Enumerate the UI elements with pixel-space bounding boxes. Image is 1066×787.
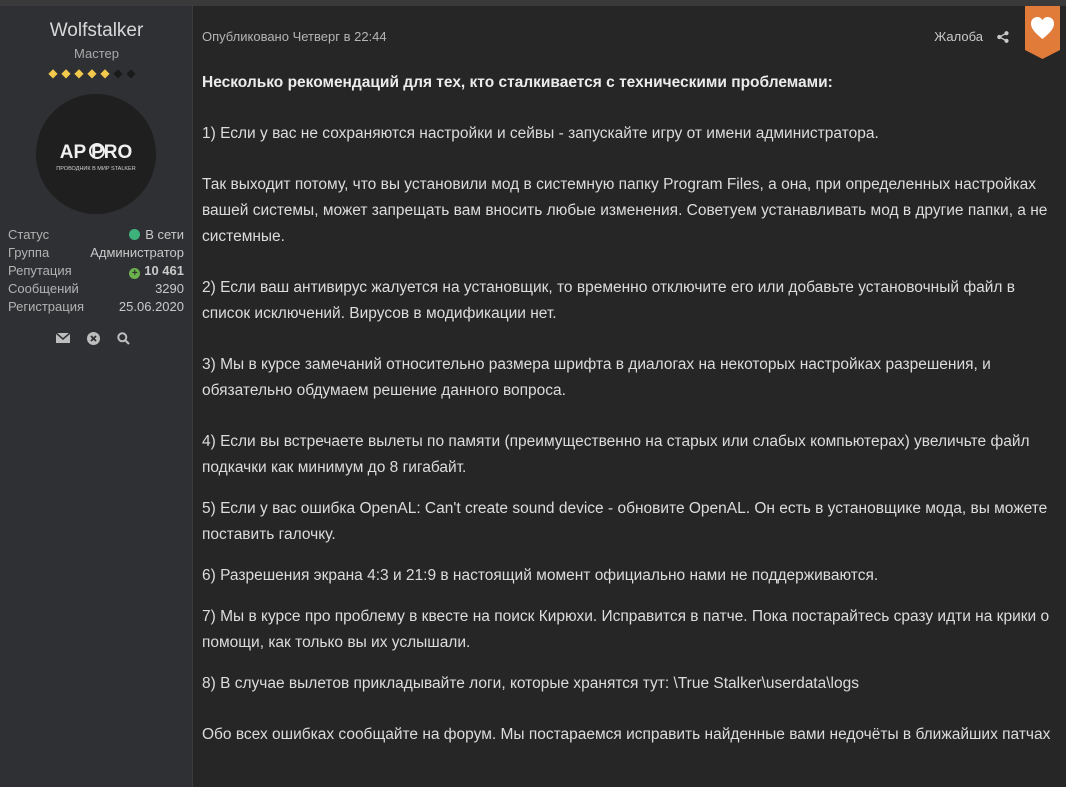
- group-label: Группа: [8, 245, 50, 260]
- post-content: [202, 70, 1057, 748]
- author-name[interactable]: Wolfstalker: [49, 20, 144, 41]
- reputation-value: 10 461: [144, 263, 184, 278]
- group-row: [8, 244, 184, 262]
- rank-pip-icon: ◆: [61, 66, 71, 80]
- rank-pip-icon: ◆: [100, 66, 110, 80]
- paragraph: 1) Если у вас не сохраняются настройки и сейвы - запускайте игру от имени администратора.: [202, 125, 879, 142]
- paragraph: 7) Мы в курсе про проблему в квесте на поиск Кирюхи. Исправится в патче. Пока постарайтесь сразу идти на крики о помощи, как только вы их услышали.: [202, 608, 1050, 651]
- ignore-icon[interactable]: [86, 331, 100, 345]
- rank-pips: [48, 66, 136, 80]
- share-icon[interactable]: [996, 30, 1010, 44]
- paragraph: Так выходит потому, что вы установили мод в системную папку Program Files, а она, при определенных настройках вашей системы, может запрещать вам вносить любые изменения. Советуем устанавливать мод в другие папки, а не системные.: [202, 176, 1048, 245]
- posts-value: 3290: [155, 281, 184, 296]
- rank-pip-icon: ◆: [87, 66, 97, 80]
- posts-row: [8, 280, 184, 298]
- avatar[interactable]: [36, 94, 156, 214]
- posts-label: Сообщений: [8, 281, 79, 296]
- paragraph: 4) Если вы встречаете вылеты по памяти (преимущественно на старых или слабых компьютерах) увеличьте файл подкачки как минимум до 8 гигабайт.: [202, 433, 1030, 476]
- post-heading: Несколько рекомендаций для тех, кто сталкивается с техническими проблемами:: [202, 74, 833, 91]
- paragraph: 3) Мы в курсе замечаний относительно размера шрифта в диалогах на некоторых настройках разрешения, и обязательно обдумаем решение данного вопроса.: [202, 356, 991, 399]
- post: [194, 6, 1066, 787]
- status-value-wrap: [129, 226, 184, 244]
- heart-icon: [1025, 6, 1060, 59]
- registered-label: Регистрация: [8, 299, 84, 314]
- author-actions: [56, 331, 130, 345]
- post-tools: [934, 29, 1010, 44]
- reputation-value-wrap[interactable]: [129, 262, 184, 280]
- registered-value: 25.06.2020: [118, 299, 184, 314]
- reputation-row: [8, 262, 184, 280]
- rank-pip-icon: ◆: [48, 66, 58, 80]
- author-sidebar: [0, 6, 193, 787]
- group-value: Администратор: [90, 245, 184, 260]
- author-title: Мастер: [74, 46, 119, 61]
- report-link[interactable]: Жалоба: [934, 29, 983, 44]
- plus-icon: +: [129, 268, 140, 279]
- avatar-subtitle: ПРОВОДНИК В МИР STALKER: [56, 166, 136, 172]
- rank-pip-icon: ◆: [126, 66, 136, 80]
- rank-pip-icon: ◆: [113, 66, 123, 80]
- avatar-logo: [36, 94, 156, 214]
- post-date[interactable]: Опубликовано Четверг в 22:44: [202, 29, 387, 44]
- author-info: [8, 226, 184, 316]
- status-row: [8, 226, 184, 244]
- mail-icon[interactable]: [56, 331, 70, 345]
- paragraph: 2) Если ваш антивирус жалуется на установщик, то временно отключите его или добавьте установочный файл в список исключений. Вирусов в модификации нет.: [202, 279, 1015, 322]
- paragraph: 8) В случае вылетов прикладывайте логи, которые хранятся тут: \True Stalker\userdata\logs: [202, 675, 859, 692]
- avatar-title: AP PRO: [59, 142, 133, 163]
- paragraph: 5) Если у вас ошибка OpenAL: Can't create sound device - обновите OpenAL. Он есть в установщике мода, вы можете поставить галочку.: [202, 500, 1048, 543]
- reaction-button[interactable]: [1025, 6, 1060, 59]
- paragraph: 6) Разрешения экрана 4:3 и 21:9 в настоящий момент официально нами не поддерживаются.: [202, 567, 879, 584]
- search-icon[interactable]: [116, 331, 130, 345]
- registered-row: [8, 298, 184, 316]
- rank-pip-icon: ◆: [74, 66, 84, 80]
- reputation-label: Репутация: [8, 263, 72, 278]
- online-dot-icon: [129, 229, 140, 240]
- paragraph: Обо всех ошибках сообщайте на форум. Мы постараемся исправить найденные вами недочёты в ближайших патчах: [202, 726, 1051, 743]
- status-value: В сети: [145, 227, 184, 242]
- status-label: Статус: [8, 227, 50, 242]
